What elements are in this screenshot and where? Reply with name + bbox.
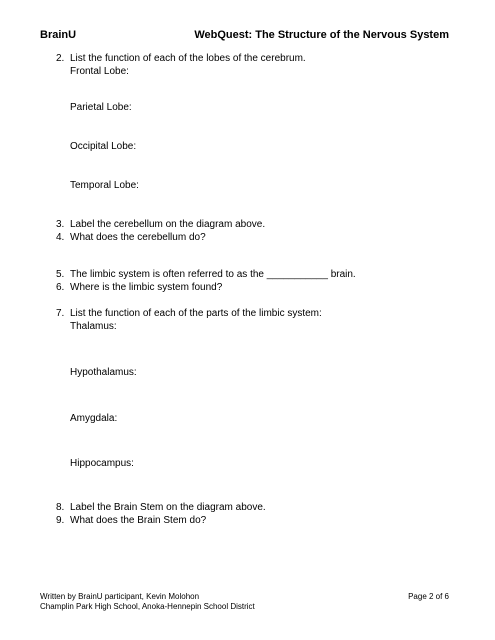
parietal-lobe-label: Parietal Lobe: bbox=[70, 102, 132, 113]
question-6-text: Where is the limbic system found? bbox=[70, 282, 223, 293]
hypothalamus-label: Hypothalamus: bbox=[70, 367, 137, 378]
question-8-text: Label the Brain Stem on the diagram above. bbox=[70, 502, 266, 513]
question-7-number: 7. bbox=[56, 308, 65, 319]
question-9-text: What does the Brain Stem do? bbox=[70, 515, 207, 526]
page-header bbox=[40, 27, 449, 43]
thalamus-label: Thalamus: bbox=[70, 321, 117, 332]
question-2-number: 2. bbox=[56, 53, 65, 64]
question-9-number: 9. bbox=[56, 515, 65, 526]
frontal-lobe-label: Frontal Lobe: bbox=[70, 66, 129, 77]
question-6-number: 6. bbox=[56, 282, 65, 293]
page-footer bbox=[40, 592, 449, 612]
question-7-text: List the function of each of the parts of the limbic system: bbox=[70, 308, 322, 319]
question-4-number: 4. bbox=[56, 232, 65, 243]
question-4-text: What does the cerebellum do? bbox=[70, 232, 206, 243]
footer-school: Champlin Park High School, Anoka-Hennepin School District bbox=[40, 602, 255, 611]
question-3-number: 3. bbox=[56, 219, 65, 230]
temporal-lobe-label: Temporal Lobe: bbox=[70, 180, 139, 191]
footer-author: Written by BrainU participant, Kevin Molohon bbox=[40, 592, 200, 601]
header-title: WebQuest: The Structure of the Nervous System bbox=[194, 29, 449, 41]
question-2-text: List the function of each of the lobes of the cerebrum. bbox=[70, 53, 306, 64]
amygdala-label: Amygdala: bbox=[70, 413, 118, 424]
hippocampus-label: Hippocampus: bbox=[70, 458, 134, 469]
question-8-number: 8. bbox=[56, 502, 65, 513]
question-5-number: 5. bbox=[56, 269, 65, 280]
occipital-lobe-label: Occipital Lobe: bbox=[70, 141, 137, 152]
question-5-text: The limbic system is often referred to as the ___________ brain. bbox=[70, 269, 356, 280]
page-number: Page 2 of 6 bbox=[408, 592, 449, 601]
header-brand: BrainU bbox=[40, 29, 77, 41]
question-3-text: Label the cerebellum on the diagram above. bbox=[70, 219, 266, 230]
